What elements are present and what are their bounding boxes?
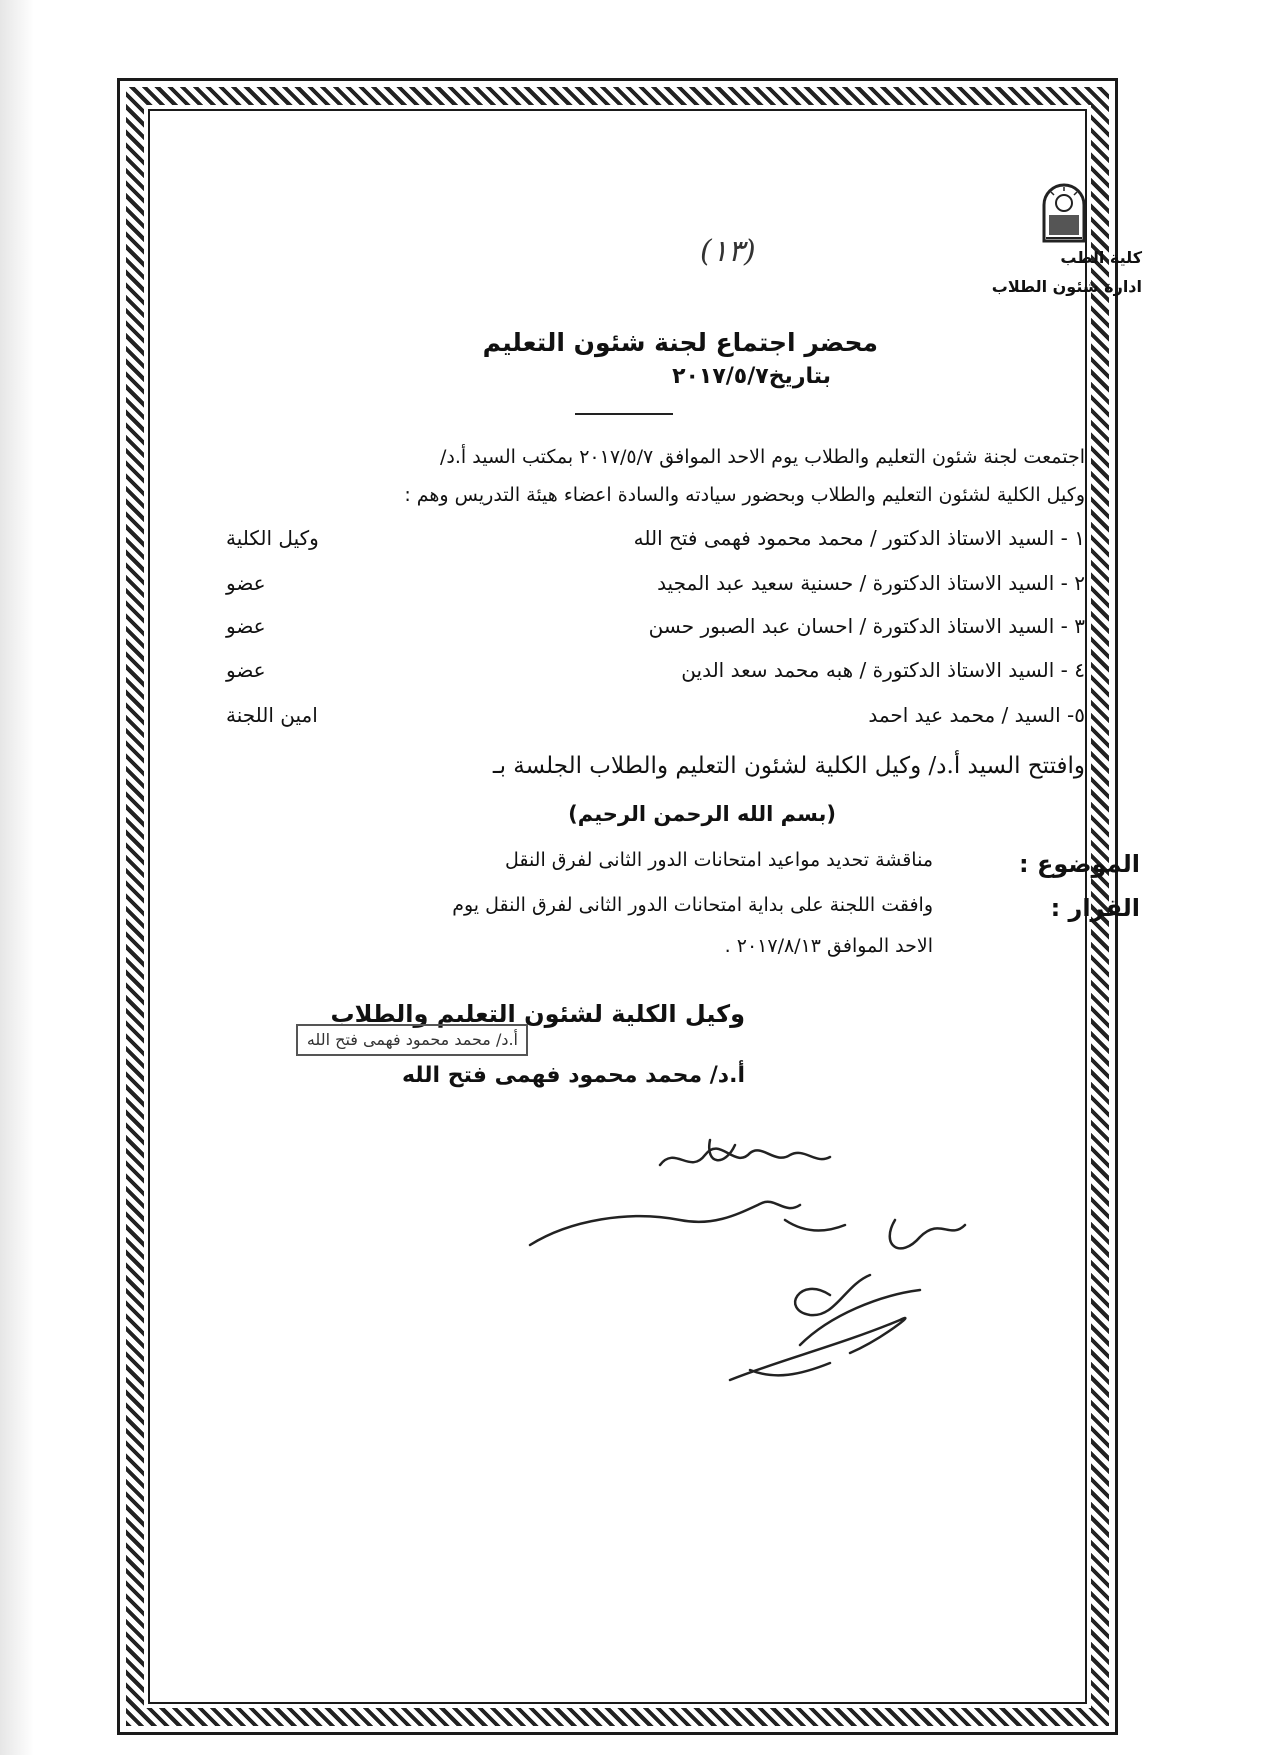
member-role: عضو — [226, 614, 266, 638]
handwritten-page-number: (١٣) — [700, 234, 756, 269]
member-name: ٣ - السيد الاستاذ الدكتورة / احسان عبد الصبور حسن — [648, 614, 1085, 638]
member-name: ٢ - السيد الاستاذ الدكتورة / حسنية سعيد عبد المجيد — [657, 571, 1085, 595]
department-name: ادارة شئون الطلاب — [991, 277, 1142, 296]
intro-line-2: وكيل الكلية لشئون التعليم والطلاب وبحضور سيادته والسادة اعضاء هيئة التدريس وهم : — [404, 484, 1085, 506]
member-name: ١ - السيد الاستاذ الدكتور / محمد محمود فهمى فتح الله — [633, 526, 1085, 550]
session-opening: وافتتح السيد أ.د/ وكيل الكلية لشئون التعليم والطلاب الجلسة بـ — [492, 753, 1085, 779]
signatory-stamp: أ.د/ محمد محمود فهمى فتح الله — [296, 1024, 528, 1056]
member-name: ٥- السيد / محمد عيد احمد — [868, 703, 1085, 727]
title-underline — [575, 413, 673, 415]
decision-text-line-2: الاحد الموافق ٢٠١٧/٨/١٣ . — [724, 935, 933, 957]
signatory-title: وكيل الكلية لشئون التعليم والطلاب — [330, 1000, 745, 1028]
signatory-name: أ.د/ محمد محمود فهمى فتح الله — [401, 1063, 745, 1088]
subject-label: الموضوع : — [1019, 850, 1140, 878]
document-title: محضر اجتماع لجنة شئون التعليم — [482, 328, 878, 357]
decision-text-line-1: وافقت اللجنة على بداية امتحانات الدور الثانى لفرق النقل يوم — [452, 894, 933, 916]
document-date: بتاريخ٢٠١٧/٥/٧ — [672, 364, 831, 389]
intro-line-1: اجتمعت لجنة شئون التعليم والطلاب يوم الاحد الموافق ٢٠١٧/٥/٧ بمكتب السيد أ.د/ — [440, 446, 1085, 468]
handwritten-signatures — [500, 1125, 1000, 1425]
member-role: وكيل الكلية — [226, 526, 319, 550]
subject-text: مناقشة تحديد مواعيد امتحانات الدور الثانى لفرق النقل — [504, 849, 933, 871]
member-role: عضو — [226, 571, 266, 595]
member-role: عضو — [226, 658, 266, 682]
member-name: ٤ - السيد الاستاذ الدكتورة / هبه محمد سعد الدين — [681, 658, 1085, 682]
scan-edge-shadow — [0, 0, 34, 1755]
decision-label: القرار : — [1050, 894, 1140, 922]
basmala: (بسم الله الرحمن الرحيم) — [568, 802, 836, 826]
member-role: امين اللجنة — [226, 703, 318, 727]
college-name: كلية الطب — [1060, 248, 1142, 267]
university-logo-icon — [1040, 183, 1088, 243]
